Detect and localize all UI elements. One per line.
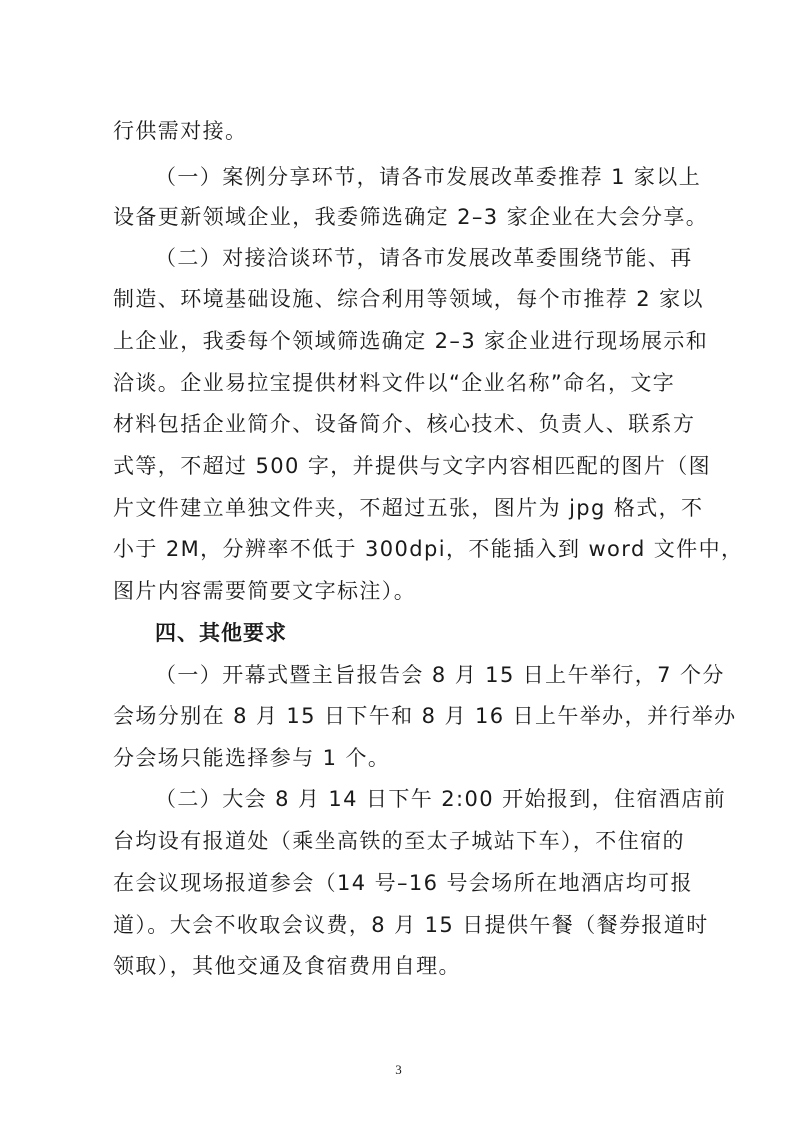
text-line: 领取），其他交通及食宿费用自理。 [113,954,461,978]
text-line: （一）开幕式暨主旨报告会 8 月 15 日上午举行，7 个分 [155,663,725,687]
text-line: 洽谈。企业易拉宝提供材料文件以“企业名称”命名，文字 [113,371,676,395]
text-line: 制造、环境基础设施、综合利用等领域，每个市推荐 2 家以 [113,287,704,311]
text-line: 设备更新领域企业，我委筛选确定 2–3 家企业在大会分享。 [113,205,709,229]
text-line: 台均设有报道处（乘坐高铁的至太子城站下车），不住宿的 [113,829,685,853]
text-line: 会场分别在 8 月 15 日下午和 8 月 16 日上午举办，并行举办 [113,704,737,728]
text-line: 在会议现场报道参会（14 号–16 号会场所在地酒店均可报 [113,871,693,895]
text-line: 式等，不超过 500 字，并提供与文字内容相匹配的图片（图 [113,454,712,478]
text-line: 分会场只能选择参与 1 个。 [113,746,391,770]
section-heading: 四、其他要求 [155,621,287,645]
text-line: 行供需对接。 [113,119,248,143]
text-line: 片文件建立单独文件夹，不超过五张，图片为 jpg 格式，不 [113,496,704,520]
text-line: 上企业，我委每个领域筛选确定 2–3 家企业进行现场展示和 [113,329,709,353]
text-line: （二）大会 8 月 14 日下午 2:00 开始报到，住宿酒店前 [155,787,727,811]
text-line: 小于 2M，分辨率不低于 300dpi，不能插入到 word 文件中， [113,537,744,561]
text-line: 道）。大会不收取会议费，8 月 15 日提供午餐（餐券报道时 [113,913,709,937]
page-number: 3 [395,1062,402,1077]
text-line: 材料包括企业简介、设备简介、核心技术、负责人、联系方 [113,412,696,436]
text-line: （一）案例分享环节，请各市发展改革委推荐 1 家以上 [155,165,702,189]
text-line: 图片内容需要简要文字标注）。 [113,579,417,603]
text-line: （二）对接洽谈环节，请各市发展改革委围绕节能、再 [155,246,693,270]
